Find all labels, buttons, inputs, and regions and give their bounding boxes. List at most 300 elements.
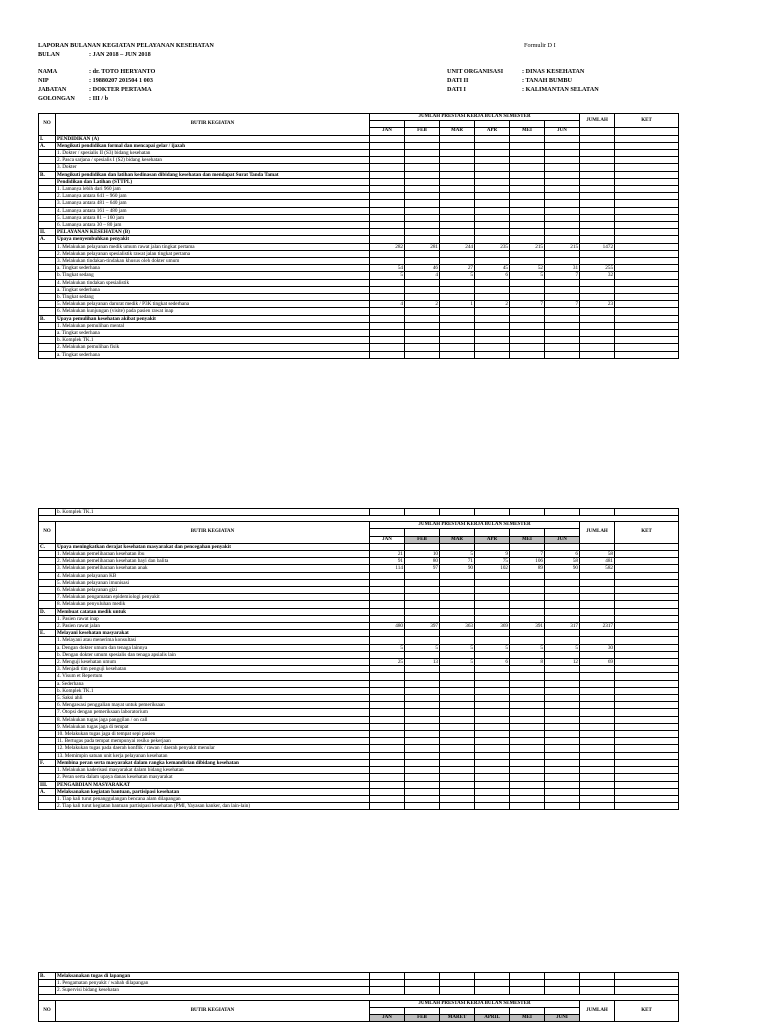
month-value	[370, 695, 405, 702]
total-value	[580, 759, 615, 766]
month-value	[370, 752, 405, 759]
total-value	[580, 150, 615, 157]
total-value	[580, 250, 615, 257]
row-activity: Melayani kesehatan masyarakat	[56, 630, 370, 637]
month-value	[370, 164, 405, 171]
row-activity: b. Tingkat sedang	[56, 272, 370, 279]
month-value	[475, 315, 510, 322]
table-row	[39, 178, 679, 185]
row-number	[39, 795, 56, 802]
row-activity: 2. Melakukan pemeliharaan kesehatan bayi dan balita	[56, 558, 370, 565]
bulan-label: BULAN	[38, 51, 60, 58]
table-row	[39, 594, 679, 601]
ket-cell	[615, 651, 679, 658]
row-number	[39, 193, 56, 200]
ket-cell	[615, 702, 679, 709]
table-row	[39, 987, 679, 994]
month-value	[440, 279, 475, 286]
ket-cell	[615, 135, 679, 142]
month-value	[405, 164, 440, 171]
ket-cell	[615, 980, 679, 987]
row-number	[39, 738, 56, 745]
total-value	[580, 987, 615, 994]
ket-cell	[615, 579, 679, 586]
table-row	[39, 265, 679, 272]
month-value	[510, 774, 545, 781]
row-number	[39, 731, 56, 738]
row-activity: 2. Menguji kesehatan umum	[56, 659, 370, 666]
row-activity: 1. Dokter / spesialis II (S3) bidang kesehatan	[56, 150, 370, 157]
month-value	[370, 351, 405, 358]
row-activity: 5. Melakukan pelayanan darurat medik / P3K tingkat sederhana	[56, 301, 370, 308]
month-value	[370, 322, 405, 329]
total-value	[580, 731, 615, 738]
table-row	[39, 980, 679, 987]
month-value: 369	[475, 623, 510, 630]
month-value	[510, 200, 545, 207]
month-value	[440, 258, 475, 265]
month-value	[405, 651, 440, 658]
month-value	[510, 702, 545, 709]
row-activity: 2. Lamanya antara 641 – 960 jam	[56, 193, 370, 200]
month-value	[510, 150, 545, 157]
month-value	[440, 587, 475, 594]
month-value	[545, 279, 580, 286]
month-value: 5	[440, 272, 475, 279]
month-value	[405, 229, 440, 236]
month-value	[405, 608, 440, 615]
ket-cell	[615, 745, 679, 752]
table-row	[39, 243, 679, 250]
month-value	[405, 337, 440, 344]
row-activity: 1. Melayani atau menerima konsultasi	[56, 637, 370, 644]
month-value	[510, 236, 545, 243]
ket-cell	[615, 615, 679, 622]
row-activity: PELAYANAN KESEHATAN (B)	[56, 229, 370, 236]
row-number	[39, 265, 56, 272]
month-value	[475, 980, 510, 987]
ket-cell	[615, 279, 679, 286]
month-value	[475, 594, 510, 601]
month-value	[370, 258, 405, 265]
row-activity: b. Dengan dokter umum spesialis dan tenaga apsialis lain	[56, 651, 370, 658]
month-value	[405, 236, 440, 243]
month-value	[545, 579, 580, 586]
month-value	[475, 651, 510, 658]
month-value	[510, 279, 545, 286]
table-1	[38, 113, 678, 359]
row-activity: 5. Lamanya antara 81 – 160 jam	[56, 214, 370, 221]
month-value	[370, 543, 405, 550]
month-value	[510, 186, 545, 193]
total-value: 69	[580, 659, 615, 666]
month-value: 7	[545, 301, 580, 308]
nip-label: NIP	[38, 77, 49, 84]
month-jan-3: JAN	[370, 1015, 405, 1022]
month-value: 7	[510, 301, 545, 308]
col-no-3: NO	[39, 1000, 56, 1022]
row-activity: 6. Lamanya antara 30 – 80 jam	[56, 222, 370, 229]
month-value	[510, 759, 545, 766]
jabatan-label: JABATAN	[38, 86, 67, 93]
month-value	[370, 666, 405, 673]
month-value	[475, 193, 510, 200]
ket-cell	[615, 150, 679, 157]
col-ket-2: KET	[615, 522, 679, 544]
month-value	[475, 745, 510, 752]
ket-cell	[615, 973, 679, 980]
month-value	[510, 601, 545, 608]
table-row	[39, 214, 679, 221]
total-value	[580, 214, 615, 221]
month-value	[475, 716, 510, 723]
total-value	[580, 330, 615, 337]
row-number	[39, 579, 56, 586]
row-number: A.	[39, 788, 56, 795]
total-value	[580, 171, 615, 178]
month-value	[370, 330, 405, 337]
month-value	[510, 229, 545, 236]
month-value: 215	[545, 243, 580, 250]
row-activity: 9. Melakukan tugas jaga di tempat	[56, 723, 370, 730]
month-value	[510, 637, 545, 644]
ket-cell	[615, 171, 679, 178]
ket-cell	[615, 330, 679, 337]
month-value	[510, 579, 545, 586]
ket-cell	[615, 723, 679, 730]
total-value	[580, 695, 615, 702]
month-value	[545, 601, 580, 608]
total-value	[580, 193, 615, 200]
month-value	[475, 322, 510, 329]
row-number	[39, 351, 56, 358]
month-value	[510, 330, 545, 337]
table-row	[39, 666, 679, 673]
row-activity: 1. Melakukan pemulihan mental	[56, 322, 370, 329]
total-value	[580, 279, 615, 286]
month-value: 281	[405, 243, 440, 250]
month-value	[370, 767, 405, 774]
month-mar-3: MARET	[440, 1015, 475, 1022]
table-row	[39, 171, 679, 178]
month-value	[475, 803, 510, 810]
month-value: 9	[475, 551, 510, 558]
month-value	[510, 207, 545, 214]
month-value	[510, 687, 545, 694]
month-value	[545, 774, 580, 781]
row-number: F.	[39, 759, 56, 766]
month-value: 5	[440, 644, 475, 651]
ket-cell	[615, 759, 679, 766]
month-mei-2: MEI	[510, 536, 545, 543]
ket-cell	[615, 243, 679, 250]
month-value	[370, 222, 405, 229]
month-value	[370, 229, 405, 236]
month-value: 5	[370, 272, 405, 279]
month-value	[545, 543, 580, 550]
month-value	[510, 315, 545, 322]
month-value	[510, 803, 545, 810]
month-value	[440, 973, 475, 980]
month-value	[405, 279, 440, 286]
month-value: 89	[510, 565, 545, 572]
total-value	[580, 322, 615, 329]
month-value	[475, 579, 510, 586]
unit-organisasi-value: : DINAS KESEHATAN	[522, 68, 585, 75]
row-activity: Upaya menyembuhkan penyakit	[56, 236, 370, 243]
month-value	[440, 767, 475, 774]
row-activity: Mengikuti pendidikan formal dan mencapai gelar / ijazah	[56, 142, 370, 149]
month-value	[405, 767, 440, 774]
month-value	[440, 731, 475, 738]
month-value	[370, 178, 405, 185]
month-value	[405, 543, 440, 550]
month-value	[405, 594, 440, 601]
total-value	[580, 294, 615, 301]
row-activity: Upaya meningkatkan derajat kesehatan masyarakat dan pencegahan penyakit	[56, 543, 370, 550]
month-value: 6	[545, 551, 580, 558]
dati-i-value: : KALIMANTAN SELATAN	[522, 86, 599, 93]
ket-cell	[615, 236, 679, 243]
month-value	[475, 795, 510, 802]
month-value	[440, 200, 475, 207]
month-value: 54	[370, 265, 405, 272]
month-value	[510, 572, 545, 579]
month-value	[370, 135, 405, 142]
month-value	[440, 680, 475, 687]
month-value	[510, 587, 545, 594]
ket-cell	[615, 572, 679, 579]
total-value	[580, 637, 615, 644]
month-value: 2	[405, 301, 440, 308]
row-activity: 2. Pasca sarjana / spesialis I (S2) bidang kesehatan	[56, 157, 370, 164]
row-number: A.	[39, 236, 56, 243]
table-row	[39, 608, 679, 615]
table-row	[39, 330, 679, 337]
month-value	[475, 135, 510, 142]
row-number	[39, 207, 56, 214]
row-activity: 8. Melakukan penyuluhan medik	[56, 601, 370, 608]
month-value	[545, 186, 580, 193]
total-value	[580, 752, 615, 759]
total-value: 582	[580, 565, 615, 572]
row-number	[39, 337, 56, 344]
total-value	[580, 222, 615, 229]
row-activity: a. Sederhana	[56, 680, 370, 687]
month-value	[405, 207, 440, 214]
row-number	[39, 294, 56, 301]
month-value	[510, 716, 545, 723]
month-jun: JUN	[545, 128, 580, 135]
row-activity: 1. Melakukan kaderisasi masyarakat dalam bidang kesehatan	[56, 767, 370, 774]
month-value	[510, 142, 545, 149]
month-value	[370, 803, 405, 810]
month-value	[405, 752, 440, 759]
month-value	[370, 723, 405, 730]
ket-cell	[615, 193, 679, 200]
row-activity: 3. Melakukan tindakan-tindakan khusus oleh dokter umum	[56, 258, 370, 265]
month-value	[545, 980, 580, 987]
month-value	[510, 781, 545, 788]
row-activity: 1. Tiap kali turut penanggulangan bencana alam dilapangan	[56, 795, 370, 802]
month-jun-3: JUNI	[545, 1015, 580, 1022]
month-value	[475, 709, 510, 716]
ket-cell	[615, 795, 679, 802]
table-row	[39, 250, 679, 257]
month-value	[475, 781, 510, 788]
col-no: NO	[39, 114, 56, 136]
month-value	[440, 222, 475, 229]
month-value: 5	[510, 272, 545, 279]
month-value: 5	[405, 644, 440, 651]
ket-cell	[615, 781, 679, 788]
month-value	[370, 344, 405, 351]
month-value	[475, 774, 510, 781]
month-value	[405, 687, 440, 694]
month-value	[440, 759, 475, 766]
total-value	[580, 803, 615, 810]
month-value	[405, 157, 440, 164]
month-value	[510, 337, 545, 344]
month-value	[440, 178, 475, 185]
month-value: 5	[475, 644, 510, 651]
month-value	[545, 716, 580, 723]
row-number	[39, 301, 56, 308]
month-value	[510, 731, 545, 738]
ket-cell	[615, 214, 679, 221]
total-value	[580, 767, 615, 774]
ket-cell	[615, 222, 679, 229]
month-value	[545, 229, 580, 236]
month-value	[510, 286, 545, 293]
month-value: 5	[440, 659, 475, 666]
total-value	[580, 666, 615, 673]
month-value	[370, 673, 405, 680]
month-value	[440, 543, 475, 550]
month-value	[475, 164, 510, 171]
ket-cell	[615, 673, 679, 680]
total-value	[580, 164, 615, 171]
row-activity: 3. Lamanya antara 481 – 640 jam	[56, 200, 370, 207]
table-row	[39, 207, 679, 214]
month-value	[440, 745, 475, 752]
table-row	[39, 623, 679, 630]
table-row	[39, 579, 679, 586]
row-activity: 7. Melakukan pengamatan epidemiologi penyakit	[56, 594, 370, 601]
total-value	[580, 601, 615, 608]
month-value	[405, 695, 440, 702]
report-title: LAPORAN BULANAN KEGIATAN PELAYANAN KESEHATAN	[38, 42, 214, 49]
month-value	[545, 687, 580, 694]
month-value	[370, 774, 405, 781]
table-row	[39, 651, 679, 658]
month-value	[545, 630, 580, 637]
month-value	[510, 351, 545, 358]
table-row	[39, 752, 679, 759]
row-number: II.	[39, 229, 56, 236]
month-value	[370, 788, 405, 795]
col-butir-2: BUTIR KEGIATAN	[56, 522, 370, 544]
month-value	[545, 135, 580, 142]
month-mar-2: MAR	[440, 536, 475, 543]
month-value	[510, 543, 545, 550]
table-2	[38, 508, 678, 810]
row-number	[39, 695, 56, 702]
month-value: 75	[475, 558, 510, 565]
month-value	[440, 236, 475, 243]
total-value	[580, 716, 615, 723]
row-number	[39, 558, 56, 565]
month-value	[405, 673, 440, 680]
month-value	[545, 214, 580, 221]
ket-cell	[615, 308, 679, 315]
month-value	[475, 680, 510, 687]
month-value	[370, 630, 405, 637]
total-value	[580, 315, 615, 322]
month-value	[405, 315, 440, 322]
ket-cell	[615, 315, 679, 322]
month-value	[475, 178, 510, 185]
total-value	[580, 630, 615, 637]
total-value	[580, 135, 615, 142]
total-value	[580, 178, 615, 185]
month-value	[545, 759, 580, 766]
row-activity: a. Dengan dokter umum dan tenaga lainnya	[56, 644, 370, 651]
row-activity: Mengikuti pendidikan dan latihan kedinasan dibidang kesehatan dan mendapat Surat Tanda Tamat	[56, 171, 370, 178]
table-row	[39, 315, 679, 322]
month-value	[370, 572, 405, 579]
month-value	[405, 186, 440, 193]
total-value: 58	[580, 551, 615, 558]
month-value	[510, 795, 545, 802]
total-value	[580, 723, 615, 730]
month-value: 12	[545, 659, 580, 666]
row-activity: 3. Melakukan pemeliharaan kesehatan anak	[56, 565, 370, 572]
row-number	[39, 745, 56, 752]
total-value	[580, 286, 615, 293]
table-row	[39, 723, 679, 730]
table-row	[39, 637, 679, 644]
month-value	[475, 279, 510, 286]
month-value	[545, 178, 580, 185]
month-value	[440, 666, 475, 673]
ket-cell	[615, 265, 679, 272]
month-mar: MAR	[440, 128, 475, 135]
nip-value: : 19880207 201504 1 003	[89, 77, 153, 84]
month-value	[370, 587, 405, 594]
month-value	[370, 716, 405, 723]
table-3	[38, 972, 678, 1022]
row-activity: Membuat catatan medik untuk	[56, 608, 370, 615]
month-value	[370, 980, 405, 987]
ket-cell	[615, 229, 679, 236]
table-row	[39, 279, 679, 286]
row-activity: b. Tingkat sedang	[56, 294, 370, 301]
month-value: 97	[405, 565, 440, 572]
row-activity: 13. Memimpin satuan unit kerja pelayanan kesehatan	[56, 752, 370, 759]
month-value	[475, 229, 510, 236]
carryover-row: b. Komplek TK.1	[56, 509, 370, 516]
month-value	[510, 709, 545, 716]
row-activity: 2. Peran serta dalam upaya danas kesehatan masyarakat	[56, 774, 370, 781]
month-value	[475, 157, 510, 164]
month-value	[405, 716, 440, 723]
row-number	[39, 659, 56, 666]
month-value: 8	[510, 659, 545, 666]
table-row	[39, 731, 679, 738]
month-value	[405, 222, 440, 229]
row-activity: 2. Pasien rawat jalan	[56, 623, 370, 630]
